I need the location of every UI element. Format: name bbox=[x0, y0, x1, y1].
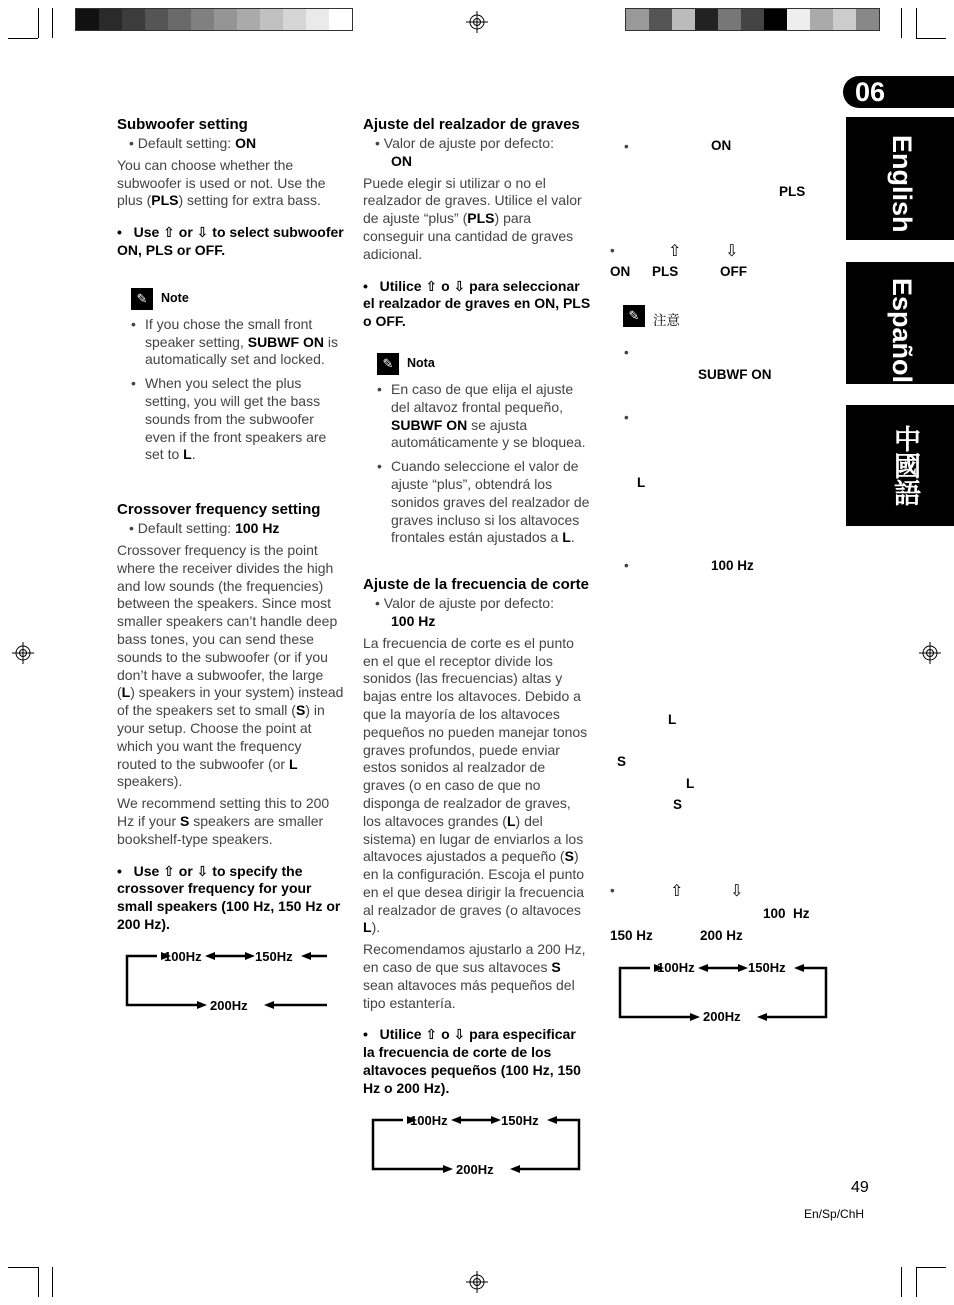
registration-mark-icon bbox=[466, 1271, 488, 1293]
instruction: • Use ⇧ or ⇩ to specify the crossover frequency for your small speakers (100 Hz, 150 Hz or 200 Hz). bbox=[117, 862, 341, 932]
chapter-number: 06 bbox=[855, 77, 886, 107]
paragraph: Recomendamos ajustarlo a 200 Hz, en caso de que sus altavoces S sean altavoces más pequeños del tipo estantería. bbox=[363, 941, 586, 1011]
english-column bbox=[117, 115, 345, 1012]
list-item: • Cuando seleccione el valor de ajuste “plus”, obtendrá los sonidos graves del realzador de graves incluso si los altavoces frontales están ajustados a L. bbox=[391, 458, 591, 547]
paragraph: Puede elegir si utilizar o no el realzador de graves. Utilice el valor de ajuste “plus” (PLS) para conseguir una cantidad de graves adicional. bbox=[363, 174, 582, 262]
paragraph: We recommend setting this to 200 Hz if your S speakers are smaller bookshelf-type speakers. bbox=[117, 795, 330, 847]
note-header: ✎ Nota bbox=[377, 353, 591, 375]
pencil-icon: ✎ bbox=[623, 305, 645, 327]
paragraph: Crossover frequency is the point where the receiver divides the high and low sounds (the frequencies) between the speakers. Since most smaller speakers can’t handle deep bass tones, you can send these sounds to the subwoofer (or if you don’t have a subwoofer, the large (L) speakers in your system) instead of the speakers set to small (S) in your setup. Choose the point at which you want the frequency routed to the subwoofer (or L speakers). bbox=[117, 541, 344, 790]
default-setting: • Valor de ajuste por defecto: 100 Hz bbox=[375, 595, 554, 629]
language-tab-chinese: 中國語 bbox=[846, 405, 954, 526]
section-title: Subwoofer setting bbox=[117, 116, 248, 133]
chinese-column: • ON PLS • ⇧ ⇩ ON PLS OFF ✎ 注意 • SUBWF ON • L • 100 Hz L S L S • ⇧ ⇩ 100 Hz 150 Hz 200 Hz bbox=[610, 138, 810, 943]
default-setting: • Valor de ajuste por defecto: ON bbox=[375, 135, 554, 169]
instruction: • Utilice ⇧ o ⇩ para especificar la frecuencia de corte de los altavoces pequeños (100 Hz, 150 Hz o 200 Hz). bbox=[363, 1026, 581, 1096]
paragraph: You can choose whether the subwoofer is used or not. Use the plus (PLS) setting for extra bass. bbox=[117, 156, 326, 209]
list-item: • If you chose the small front speaker setting, SUBWF ON is automatically set and locked. bbox=[145, 316, 345, 369]
language-code: En/Sp/ChH bbox=[804, 1207, 865, 1221]
section-title: Crossover frequency setting bbox=[117, 501, 321, 519]
registration-mark-icon bbox=[919, 642, 941, 664]
instruction: • Utilice ⇧ o ⇩ para seleccionar el realzador de graves en ON, PLS o OFF. bbox=[363, 277, 591, 330]
language-tab-english: English bbox=[846, 117, 954, 240]
note-list bbox=[117, 316, 345, 464]
chapter-tab bbox=[843, 76, 954, 108]
default-setting: • Default setting: 100 Hz bbox=[129, 520, 280, 537]
spanish-column bbox=[363, 115, 591, 1176]
registration-mark-icon bbox=[12, 642, 34, 664]
list-item: • When you select the plus setting, you will get the bass sounds from the subwoofer even if the front speakers are set to L. bbox=[145, 375, 345, 464]
grayscale-bar bbox=[75, 8, 353, 31]
section-title: Ajuste de la frecuencia de corte bbox=[363, 576, 589, 594]
registration-mark-icon bbox=[466, 11, 488, 33]
instruction: • Use ⇧ or ⇩ to select subwoofer ON, PLS or OFF. bbox=[117, 224, 344, 258]
note-header: ✎ Note bbox=[131, 288, 345, 310]
note-list bbox=[363, 381, 591, 547]
frequency-cycle-diagram: 100Hz 150Hz 200Hz bbox=[117, 950, 327, 1012]
section-title: Ajuste del realzador de graves bbox=[363, 116, 580, 133]
frequency-cycle-diagram: 100Hz 150Hz 200Hz bbox=[363, 1114, 573, 1176]
default-setting: • Default setting: ON bbox=[129, 135, 257, 151]
paragraph: La frecuencia de corte es el punto en el que el receptor divide los sonidos (las frecuencias) altas y bajas entre los altavoces. Debido a que la mayoría de los altavoces pequeños no pueden manejar tonos graves profundos, puede enviar estos sonidos al realzador de graves (o en caso de que no disponga de realzador de graves, los altavoces grandes (L) del sistema) en lugar de enviarlos a los altavoces ajustados a pequeño (S) en la configuración. Escoja el punto en el que desea dirigir la frecuencia al realzador de graves (o altavoces L). bbox=[363, 634, 588, 936]
list-item: • En caso de que elija el ajuste del altavoz frontal pequeño, SUBWF ON se ajusta automáticamente y se bloquea. bbox=[391, 381, 591, 452]
frequency-cycle-diagram: 100Hz 150Hz 200Hz bbox=[610, 962, 820, 1024]
language-tab-spanish: Español bbox=[846, 262, 954, 384]
page-number: 49 bbox=[851, 1179, 869, 1196]
pencil-icon: ✎ bbox=[377, 353, 399, 375]
color-bar bbox=[625, 8, 880, 31]
pencil-icon: ✎ bbox=[131, 288, 153, 310]
